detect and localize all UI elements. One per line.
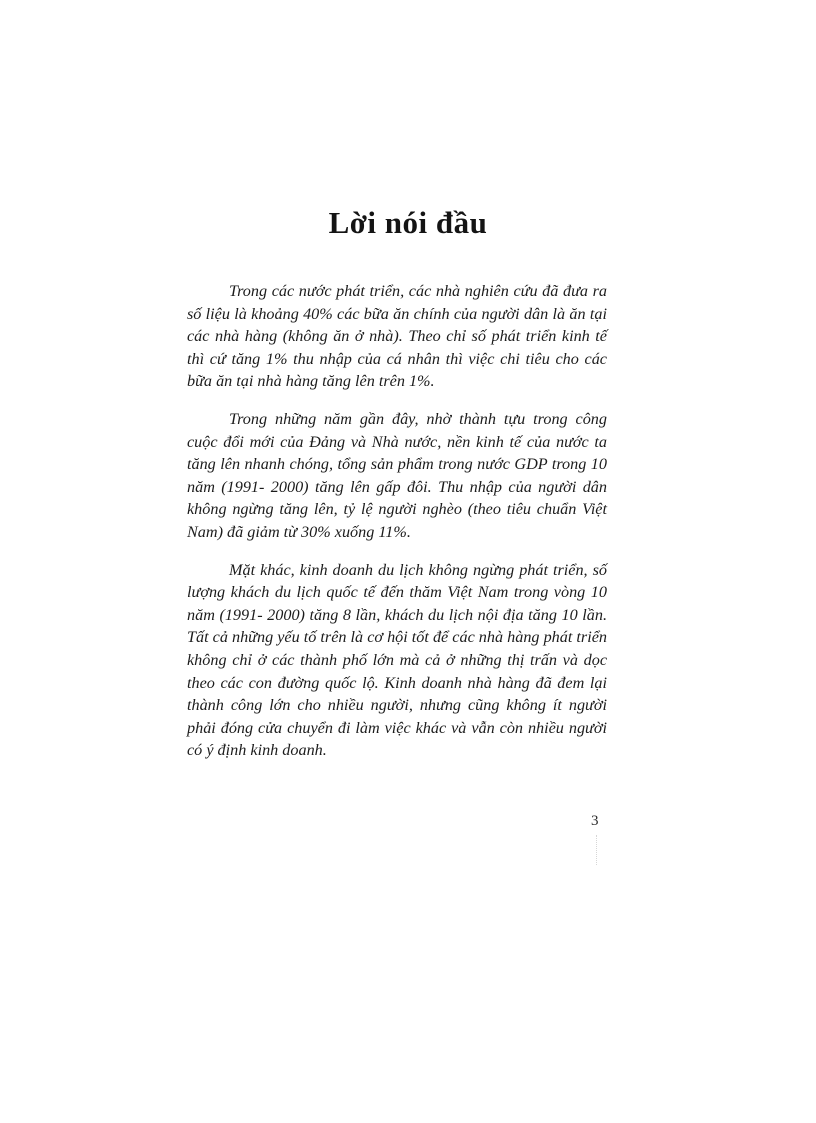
body-text <box>187 280 607 777</box>
page-title: Lời nói đầu <box>328 205 488 240</box>
scan-artifact <box>596 835 599 865</box>
page-number: 3 <box>591 813 599 829</box>
paragraph-2: Trong những năm gần đây, nhờ thành tựu trong công cuộc đổi mới của Đảng và Nhà nước, nền kinh tế của nước ta tăng lên nhanh chóng, tổng sản phẩm trong nước GDP trong 10 năm (1991- 2000) tăng lên gấp đôi. Thu nhập của người dân không ngừng tăng lên, tỷ lệ người nghèo (theo tiêu chuẩn Việt Nam) đã giảm từ 30% xuống 11%. <box>187 409 607 541</box>
paragraph-3: Mặt khác, kinh doanh du lịch không ngừng phát triển, số lượng khách du lịch quốc tế đến thăm Việt Nam trong vòng 10 năm (1991- 2000) tăng 8 lần, khách du lịch nội địa tăng 10 lần. Tất cả những yếu tố trên là cơ hội tốt để các nhà hàng phát triển không chỉ ở các thành phố lớn mà cả ở những thị trấn và dọc theo các con đường quốc lộ. Kinh doanh nhà hàng đã đem lại thành công lớn cho nhiều người, nhưng cũng không ít người phải đóng cửa chuyển đi làm việc khác và vẫn còn nhiều người có ý định kinh doanh. <box>187 560 607 760</box>
paragraph-1: Trong các nước phát triển, các nhà nghiên cứu đã đưa ra số liệu là khoảng 40% các bữa ăn chính của người dân là ăn tại các nhà hàng (không ăn ở nhà). Theo chỉ số phát triển kinh tế thì cứ tăng 1% thu nhập của cá nhân thì việc chi tiêu cho các bữa ăn tại nhà hàng tăng lên trên 1%. <box>187 282 607 391</box>
